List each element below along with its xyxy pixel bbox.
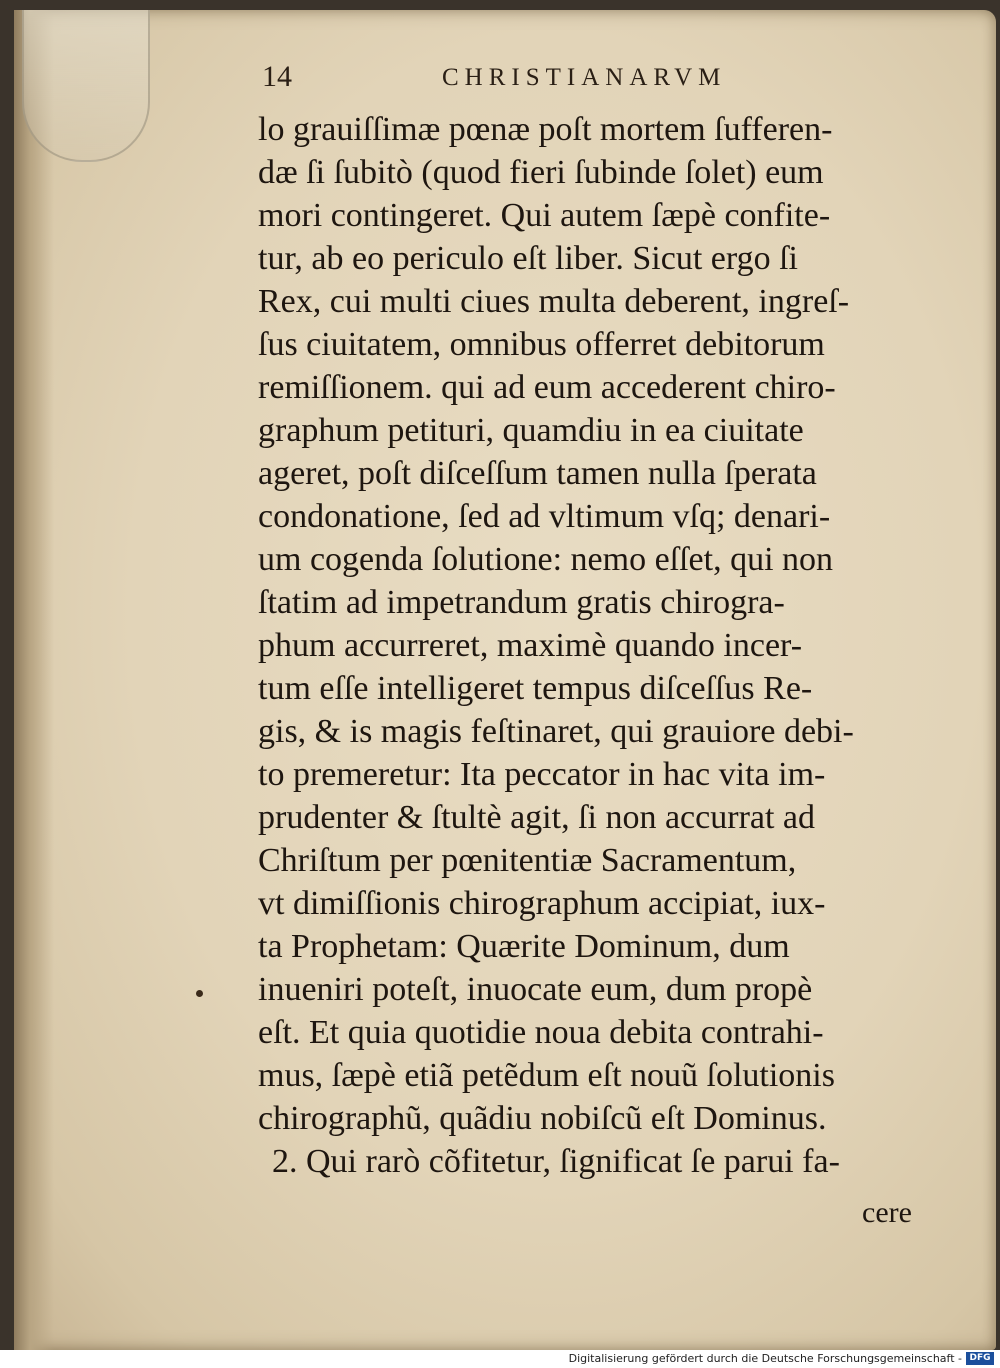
page-clip [22, 10, 150, 162]
text-line: mus, ſæpè etiã petẽdum eſt nouũ ſolutionis [258, 1057, 835, 1094]
catchword: cere [862, 1196, 912, 1229]
text-line: vt dimiſſionis chirographum accipiat, iux- [258, 885, 826, 922]
text-line: ſtatim ad impetrandum gratis chirogra- [258, 584, 785, 621]
dfg-logo: DFG [966, 1352, 994, 1365]
footer-credit: Digitalisierung gefördert durch die Deutsche Forschungsgemeinschaft - [568, 1352, 962, 1365]
body-text [258, 108, 963, 1183]
text-line: gis, & is magis feſtinaret, qui grauiore debi- [258, 713, 854, 750]
page-number: 14 [262, 60, 292, 93]
digitization-footer [0, 1350, 1000, 1368]
text-line: chirographũ, quãdiu nobiſcũ eſt Dominus. [258, 1100, 827, 1137]
text-line: mori contingeret. Qui autem ſæpè confite- [258, 197, 831, 234]
text-line: tum eſſe intelligeret tempus diſceſſus Re- [258, 670, 813, 707]
text-line: remiſſionem. qui ad eum accederent chiro- [258, 369, 836, 406]
text-line: Chriſtum per pœnitentiæ Sacramentum, [258, 842, 797, 879]
text-line: phum accurreret, maximè quando incer- [258, 627, 803, 664]
ink-mark [196, 990, 203, 997]
text-line: Rex, cui multi ciues multa deberent, ingreſ- [258, 283, 850, 320]
text-line: um cogenda ſolutione: nemo eſſet, qui non [258, 541, 834, 578]
text-line: graphum petituri, quamdiu in ea ciuitate [258, 412, 804, 449]
running-head [262, 60, 942, 100]
text-line: condonatione, ſed ad vltimum vſq; denari- [258, 498, 831, 535]
text-line: tur, ab eo periculo eſt liber. Sicut ergo ſi [258, 240, 798, 277]
text-line: eſt. Et quia quotidie noua debita contrahi- [258, 1014, 824, 1051]
text-line: inueniri poteſt, inuocate eum, dum propè [258, 971, 813, 1008]
text-line: lo grauiſſimæ pœnæ poſt mortem ſufferen- [258, 111, 833, 148]
page-gutter [14, 10, 54, 1350]
text-line: ageret, poſt diſceſſum tamen nulla ſperata [258, 455, 817, 492]
text-line: ſus ciuitatem, omnibus offerret debitorum [258, 326, 825, 363]
running-head-title: CHRISTIANARVM [442, 64, 727, 91]
text-line: dæ ſi ſubitò (quod fieri ſubinde ſolet) eum [258, 154, 824, 191]
text-line: 2. Qui rarò cõfitetur, ſignificat ſe parui fa- [272, 1143, 840, 1180]
text-line: ta Prophetam: Quærite Dominum, dum [258, 928, 790, 965]
text-line: to premeretur: Ita peccator in hac vita im- [258, 756, 826, 793]
text-line: prudenter & ſtultè agit, ſi non accurrat ad [258, 799, 816, 836]
